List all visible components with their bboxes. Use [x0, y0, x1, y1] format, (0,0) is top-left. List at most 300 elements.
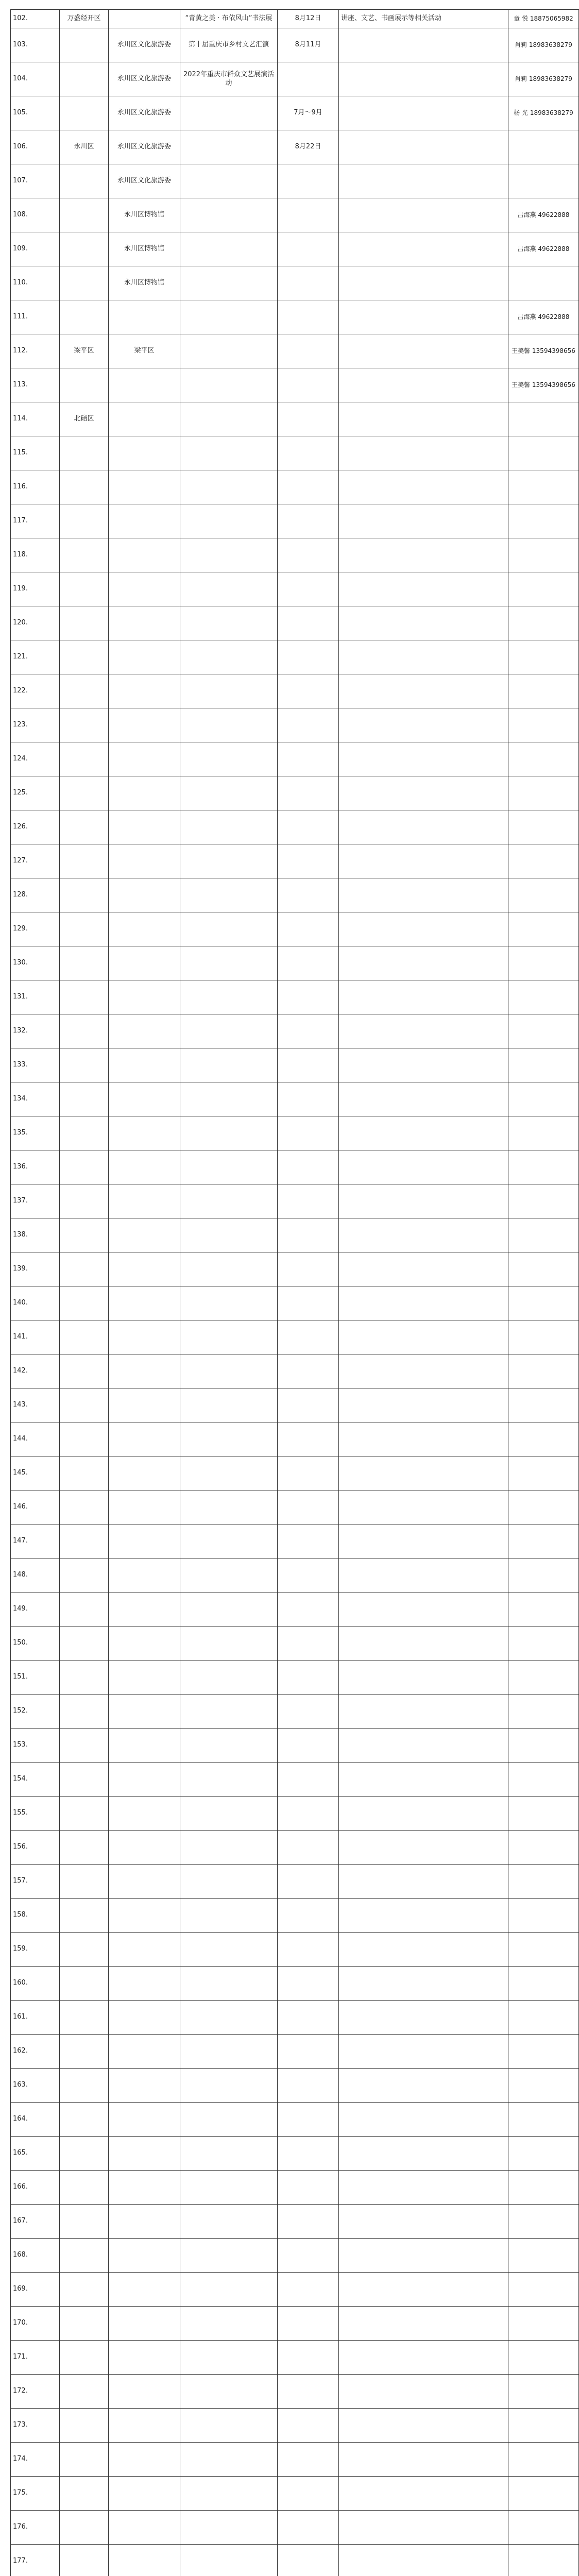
cell-org — [109, 1150, 180, 1184]
cell-contact — [508, 1728, 579, 1762]
cell-name — [180, 980, 278, 1014]
table-row — [11, 1218, 579, 1252]
table-row — [11, 2001, 579, 2035]
cell-district — [60, 2477, 109, 2511]
cell-no: 157. — [11, 1865, 60, 1899]
table-row — [11, 1048, 579, 1082]
cell-time — [278, 2443, 339, 2477]
cell-time — [278, 402, 339, 436]
cell-time — [278, 946, 339, 980]
table-row — [11, 2103, 579, 2137]
cell-org — [109, 1286, 180, 1320]
table-row — [11, 1762, 579, 1797]
cell-no: 142. — [11, 1354, 60, 1388]
cell-content — [339, 1014, 508, 1048]
cell-district — [60, 62, 109, 96]
cell-contact — [508, 878, 579, 912]
cell-contact — [508, 1286, 579, 1320]
cell-time — [278, 198, 339, 232]
cell-district — [60, 1286, 109, 1320]
table-row — [11, 402, 579, 436]
cell-org: 永川区文化旅游委 — [109, 96, 180, 130]
cell-district — [60, 198, 109, 232]
cell-no: 110. — [11, 266, 60, 300]
cell-contact — [508, 1388, 579, 1422]
cell-org: 永川区博物馆 — [109, 266, 180, 300]
cell-contact — [508, 2239, 579, 2273]
cell-time — [278, 300, 339, 334]
cell-name — [180, 538, 278, 572]
cell-no: 138. — [11, 1218, 60, 1252]
cell-content — [339, 504, 508, 538]
cell-content — [339, 708, 508, 742]
cell-time — [278, 334, 339, 368]
cell-no: 123. — [11, 708, 60, 742]
cell-time — [278, 912, 339, 946]
cell-name — [180, 1694, 278, 1728]
table-row — [11, 2035, 579, 2069]
cell-time — [278, 470, 339, 504]
cell-district — [60, 2205, 109, 2239]
cell-org: 永川区文化旅游委 — [109, 164, 180, 198]
cell-no: 150. — [11, 1626, 60, 1660]
cell-contact — [508, 572, 579, 606]
cell-no: 172. — [11, 2375, 60, 2409]
cell-contact — [508, 674, 579, 708]
cell-org — [109, 1933, 180, 1967]
cell-org — [109, 2103, 180, 2137]
cell-name — [180, 1490, 278, 1524]
cell-time — [278, 572, 339, 606]
cell-contact — [508, 1933, 579, 1967]
table-row — [11, 2205, 579, 2239]
cell-name — [180, 878, 278, 912]
cell-time — [278, 266, 339, 300]
cell-name — [180, 232, 278, 266]
table-row — [11, 708, 579, 742]
table-row — [11, 2409, 579, 2443]
table-row — [11, 1660, 579, 1694]
cell-content — [339, 1626, 508, 1660]
cell-district — [60, 946, 109, 980]
table-row — [11, 2477, 579, 2511]
cell-district — [60, 572, 109, 606]
cell-org — [109, 1422, 180, 1456]
cell-district — [60, 1116, 109, 1150]
table-row — [11, 980, 579, 1014]
cell-org — [109, 1320, 180, 1354]
cell-name — [180, 1354, 278, 1388]
cell-name — [180, 1320, 278, 1354]
cell-district — [60, 1831, 109, 1865]
cell-contact — [508, 1524, 579, 1558]
cell-contact — [508, 470, 579, 504]
table-row — [11, 1797, 579, 1831]
cell-contact: 杨 光 18983638279 — [508, 96, 579, 130]
cell-no: 173. — [11, 2409, 60, 2443]
table-row — [11, 2443, 579, 2477]
table-row — [11, 1490, 579, 1524]
cell-no: 146. — [11, 1490, 60, 1524]
cell-name — [180, 1728, 278, 1762]
cell-content — [339, 266, 508, 300]
cell-org — [109, 2035, 180, 2069]
cell-name — [180, 1899, 278, 1933]
cell-no: 122. — [11, 674, 60, 708]
cell-org — [109, 1388, 180, 1422]
cell-time — [278, 1456, 339, 1490]
cell-contact — [508, 1490, 579, 1524]
table-row — [11, 946, 579, 980]
table-row — [11, 1933, 579, 1967]
cell-contact — [508, 1831, 579, 1865]
cell-org — [109, 1694, 180, 1728]
cell-contact — [508, 742, 579, 776]
cell-org — [109, 300, 180, 334]
cell-contact — [508, 1865, 579, 1899]
cell-content — [339, 2205, 508, 2239]
cell-no: 166. — [11, 2171, 60, 2205]
cell-contact — [508, 266, 579, 300]
cell-district — [60, 28, 109, 62]
cell-time — [278, 1694, 339, 1728]
cell-no: 163. — [11, 2069, 60, 2103]
cell-name — [180, 2103, 278, 2137]
cell-content — [339, 810, 508, 844]
cell-content — [339, 62, 508, 96]
cell-name — [180, 1048, 278, 1082]
cell-org — [109, 2375, 180, 2409]
cell-content — [339, 1082, 508, 1116]
cell-district — [60, 2137, 109, 2171]
cell-name — [180, 776, 278, 810]
cell-name — [180, 606, 278, 640]
cell-district — [60, 742, 109, 776]
cell-district — [60, 2443, 109, 2477]
cell-district — [60, 1456, 109, 1490]
table-row — [11, 878, 579, 912]
cell-district — [60, 1014, 109, 1048]
cell-time — [278, 1490, 339, 1524]
cell-time — [278, 232, 339, 266]
cell-no: 174. — [11, 2443, 60, 2477]
cell-no: 144. — [11, 1422, 60, 1456]
cell-contact — [508, 2035, 579, 2069]
cell-time — [278, 1354, 339, 1388]
cell-contact — [508, 1592, 579, 1626]
cell-no: 114. — [11, 402, 60, 436]
cell-no: 158. — [11, 1899, 60, 1933]
table-row — [11, 1592, 579, 1626]
cell-time — [278, 2239, 339, 2273]
cell-time — [278, 1660, 339, 1694]
cell-district — [60, 164, 109, 198]
cell-no: 140. — [11, 1286, 60, 1320]
cell-org — [109, 1762, 180, 1797]
cell-no: 121. — [11, 640, 60, 674]
cell-time — [278, 2205, 339, 2239]
cell-time — [278, 980, 339, 1014]
cell-no: 104. — [11, 62, 60, 96]
cell-no: 155. — [11, 1797, 60, 1831]
cell-contact — [508, 708, 579, 742]
cell-district — [60, 1762, 109, 1797]
cell-contact — [508, 1899, 579, 1933]
cell-name — [180, 946, 278, 980]
cell-district — [60, 1354, 109, 1388]
cell-name — [180, 2069, 278, 2103]
cell-no: 164. — [11, 2103, 60, 2137]
cell-no: 111. — [11, 300, 60, 334]
cell-org — [109, 1048, 180, 1082]
cell-contact — [508, 2341, 579, 2375]
cell-contact — [508, 2103, 579, 2137]
cell-content — [339, 2171, 508, 2205]
cell-name — [180, 1660, 278, 1694]
cell-name — [180, 1286, 278, 1320]
cell-no: 141. — [11, 1320, 60, 1354]
cell-district — [60, 2307, 109, 2341]
table-row — [11, 10, 579, 28]
cell-org — [109, 572, 180, 606]
cell-contact — [508, 1048, 579, 1082]
cell-no: 168. — [11, 2239, 60, 2273]
cell-name — [180, 1252, 278, 1286]
cell-time — [278, 2545, 339, 2576]
table-row — [11, 232, 579, 266]
cell-time — [278, 2511, 339, 2545]
cell-time — [278, 1967, 339, 2001]
cell-content — [339, 2443, 508, 2477]
cell-time — [278, 2069, 339, 2103]
cell-content — [339, 2511, 508, 2545]
table-row — [11, 1150, 579, 1184]
cell-org: 永川区博物馆 — [109, 198, 180, 232]
cell-time — [278, 2375, 339, 2409]
cell-district — [60, 776, 109, 810]
cell-district — [60, 1184, 109, 1218]
cell-content — [339, 402, 508, 436]
cell-content — [339, 776, 508, 810]
cell-content — [339, 844, 508, 878]
table-row — [11, 2239, 579, 2273]
cell-name — [180, 1184, 278, 1218]
cell-name — [180, 334, 278, 368]
cell-org — [109, 2205, 180, 2239]
cell-contact — [508, 2409, 579, 2443]
cell-district — [60, 436, 109, 470]
cell-name — [180, 402, 278, 436]
cell-time — [278, 1899, 339, 1933]
cell-name — [180, 1422, 278, 1456]
cell-name — [180, 130, 278, 164]
table-row — [11, 912, 579, 946]
cell-no: 120. — [11, 606, 60, 640]
cell-content — [339, 2341, 508, 2375]
cell-no: 161. — [11, 2001, 60, 2035]
table-row — [11, 300, 579, 334]
cell-contact — [508, 1150, 579, 1184]
table-row — [11, 1967, 579, 2001]
cell-org — [109, 1490, 180, 1524]
cell-name — [180, 1762, 278, 1797]
cell-no: 112. — [11, 334, 60, 368]
cell-time — [278, 776, 339, 810]
cell-content — [339, 1831, 508, 1865]
cell-org — [109, 844, 180, 878]
table-row — [11, 606, 579, 640]
cell-contact — [508, 1184, 579, 1218]
cell-no: 102. — [11, 10, 60, 28]
cell-name — [180, 1558, 278, 1592]
cell-content — [339, 1762, 508, 1797]
cell-name: “青黄之美 · 布依风山”书法展 — [180, 10, 278, 28]
cell-org — [109, 1252, 180, 1286]
cell-org — [109, 1797, 180, 1831]
cell-time — [278, 1797, 339, 1831]
cell-org — [109, 1967, 180, 2001]
cell-content — [339, 980, 508, 1014]
cell-org — [109, 1116, 180, 1150]
table-row — [11, 640, 579, 674]
cell-name — [180, 810, 278, 844]
cell-district — [60, 1558, 109, 1592]
cell-time — [278, 844, 339, 878]
cell-org — [109, 10, 180, 28]
cell-name — [180, 1116, 278, 1150]
cell-contact — [508, 1354, 579, 1388]
cell-contact — [508, 776, 579, 810]
cell-name — [180, 708, 278, 742]
cell-district — [60, 2001, 109, 2035]
cell-time — [278, 1558, 339, 1592]
cell-org: 永川区博物馆 — [109, 232, 180, 266]
cell-district — [60, 1865, 109, 1899]
cell-content — [339, 2035, 508, 2069]
cell-content — [339, 1592, 508, 1626]
table-row — [11, 1422, 579, 1456]
table-row — [11, 1354, 579, 1388]
cell-org — [109, 2239, 180, 2273]
cell-content — [339, 1558, 508, 1592]
cell-name — [180, 844, 278, 878]
cell-name — [180, 470, 278, 504]
cell-name — [180, 2375, 278, 2409]
cell-district — [60, 232, 109, 266]
cell-no: 133. — [11, 1048, 60, 1082]
cell-time — [278, 1865, 339, 1899]
cell-contact — [508, 2307, 579, 2341]
cell-content — [339, 1150, 508, 1184]
table-row — [11, 1286, 579, 1320]
cell-time — [278, 674, 339, 708]
cell-contact — [508, 436, 579, 470]
cell-contact: 王美馨 13594398656 — [508, 368, 579, 402]
cell-no: 152. — [11, 1694, 60, 1728]
cell-content: 讲座、文艺、书画展示等相关活动 — [339, 10, 508, 28]
cell-no: 129. — [11, 912, 60, 946]
cell-district — [60, 2273, 109, 2307]
table-row — [11, 810, 579, 844]
cell-no: 116. — [11, 470, 60, 504]
cell-org — [109, 1626, 180, 1660]
cell-no: 176. — [11, 2511, 60, 2545]
table-row — [11, 844, 579, 878]
cell-contact — [508, 2205, 579, 2239]
cell-org — [109, 1456, 180, 1490]
cell-no: 170. — [11, 2307, 60, 2341]
cell-time — [278, 2103, 339, 2137]
cell-name — [180, 2341, 278, 2375]
cell-name — [180, 2035, 278, 2069]
cell-time — [278, 1286, 339, 1320]
cell-content — [339, 742, 508, 776]
cell-time — [278, 1933, 339, 1967]
cell-contact — [508, 1762, 579, 1797]
cell-district — [60, 980, 109, 1014]
cell-name — [180, 2239, 278, 2273]
cell-district — [60, 2171, 109, 2205]
cell-name — [180, 2137, 278, 2171]
cell-content — [339, 130, 508, 164]
cell-content — [339, 198, 508, 232]
cell-district — [60, 300, 109, 334]
cell-no: 106. — [11, 130, 60, 164]
cell-no: 118. — [11, 538, 60, 572]
table-row — [11, 2341, 579, 2375]
table-row — [11, 2545, 579, 2576]
cell-district — [60, 1082, 109, 1116]
cell-content — [339, 2001, 508, 2035]
cell-no: 177. — [11, 2545, 60, 2576]
cell-org — [109, 2341, 180, 2375]
cell-time — [278, 1252, 339, 1286]
cell-org — [109, 436, 180, 470]
table-row — [11, 28, 579, 62]
cell-district: 万盛经开区 — [60, 10, 109, 28]
cell-district — [60, 1592, 109, 1626]
cell-district: 梁平区 — [60, 334, 109, 368]
cell-no: 115. — [11, 436, 60, 470]
cell-contact — [508, 1456, 579, 1490]
cell-name — [180, 2307, 278, 2341]
cell-name: 第十届重庆市乡村文艺汇演 — [180, 28, 278, 62]
cell-district — [60, 470, 109, 504]
cell-contact — [508, 1694, 579, 1728]
cell-no: 147. — [11, 1524, 60, 1558]
cell-time — [278, 810, 339, 844]
cell-district — [60, 1728, 109, 1762]
cell-district — [60, 538, 109, 572]
cell-name — [180, 1218, 278, 1252]
cell-contact — [508, 1082, 579, 1116]
cell-contact — [508, 2137, 579, 2171]
cell-time — [278, 1592, 339, 1626]
cell-district — [60, 844, 109, 878]
cell-name — [180, 1082, 278, 1116]
cell-time — [278, 2341, 339, 2375]
cell-time: 7月～9月 — [278, 96, 339, 130]
cell-district — [60, 1150, 109, 1184]
cell-org — [109, 368, 180, 402]
cell-contact — [508, 504, 579, 538]
cell-contact — [508, 130, 579, 164]
cell-name — [180, 436, 278, 470]
cell-district — [60, 810, 109, 844]
cell-org — [109, 504, 180, 538]
cell-content — [339, 2103, 508, 2137]
cell-no: 149. — [11, 1592, 60, 1626]
